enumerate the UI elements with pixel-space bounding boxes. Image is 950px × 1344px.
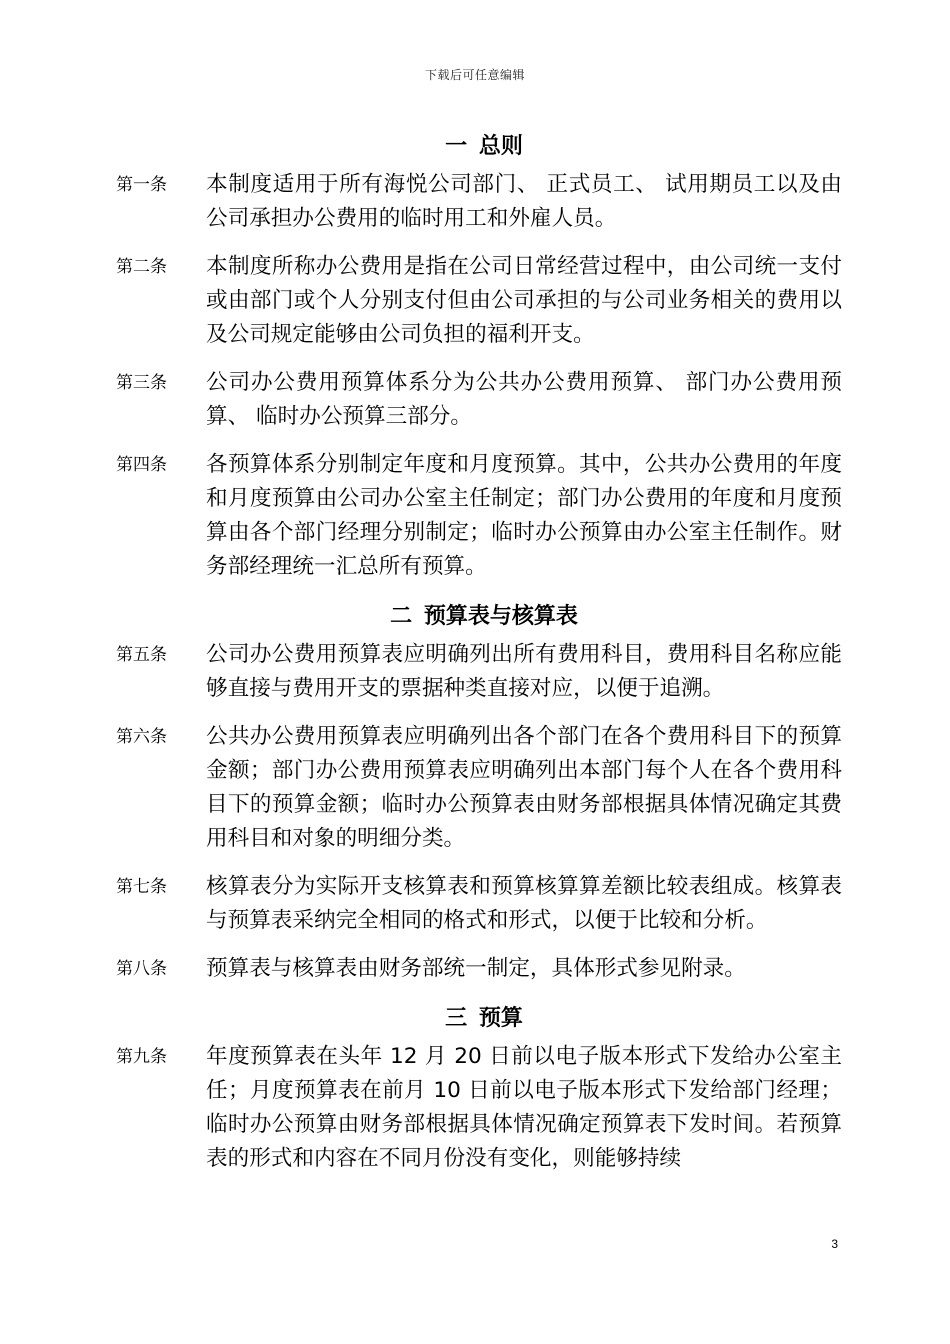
article-number: 第五条 xyxy=(116,645,167,665)
article-number: 第七条 xyxy=(116,877,167,897)
section-budget xyxy=(116,1000,842,1176)
section-budget-tables xyxy=(116,598,842,986)
article-text: 公司办公费用预算表应明确列出所有费用科目，费用科目名称应能够直接与费用开支的票据种类直接对应，以便于追溯。 xyxy=(206,642,842,701)
section-title: 三 预算 xyxy=(445,1006,523,1031)
article xyxy=(116,448,842,584)
document-body xyxy=(116,128,842,1190)
article-text: 本制度所称办公费用是指在公司日常经营过程中，由公司统一支付或由部门或个人分别支付但由公司承担的与公司业务相关的费用以及公司规定能够由公司负担的福利开支。 xyxy=(206,254,842,347)
article-text: 各预算体系分别制定年度和月度预算。其中，公共办公费用的年度和月度预算由公司办公室主任制定；部门办公费用的年度和月度预算由各个部门经理分别制定；临时办公预算由办公室主任制作。财务部经理统一汇总所有预算。 xyxy=(206,452,842,579)
article xyxy=(116,1040,842,1176)
article-number: 第六条 xyxy=(116,727,167,747)
article-number: 第二条 xyxy=(116,257,167,277)
article xyxy=(116,168,842,236)
section-title: 二 预算表与核算表 xyxy=(390,604,578,629)
header-note: 下载后可任意编辑 xyxy=(424,68,525,82)
article xyxy=(116,952,842,986)
article-number: 第八条 xyxy=(116,959,167,979)
article-number: 第一条 xyxy=(116,175,167,195)
article-number: 第四条 xyxy=(116,455,167,475)
article-number: 第九条 xyxy=(116,1047,167,1067)
article-number: 第三条 xyxy=(116,373,167,393)
article xyxy=(116,366,842,434)
article xyxy=(116,250,842,352)
article-text: 公司办公费用预算体系分为公共办公费用预算、 部门办公费用预算、 临时办公预算三部分。 xyxy=(206,370,842,429)
section-general xyxy=(116,128,842,584)
article xyxy=(116,720,842,856)
article-text: 年度预算表在头年 12 月 20 日前以电子版本形式下发给办公室主任；月度预算表在前月 10 日前以电子版本形式下发给部门经理；临时办公预算由财务部根据具体情况确定预算表下发时间。若预算表的形式和内容在不同月份没有变化，则能够持续 xyxy=(206,1044,842,1171)
article-text: 核算表分为实际开支核算表和预算核算算差额比较表组成。核算表与预算表采纳完全相同的格式和形式，以便于比较和分析。 xyxy=(206,874,842,933)
article xyxy=(116,638,842,706)
section-title: 一 总则 xyxy=(445,134,523,159)
article-text: 公共办公费用预算表应明确列出各个部门在各个费用科目下的预算金额；部门办公费用预算表应明确列出本部门每个人在各个费用科目下的预算金额；临时办公预算表由财务部根据具体情况确定其费用科目和对象的明细分类。 xyxy=(206,724,842,851)
page-number: 3 xyxy=(831,1237,838,1251)
article xyxy=(116,870,842,938)
article-text: 预算表与核算表由财务部统一制定，具体形式参见附录。 xyxy=(206,956,746,981)
article-text: 本制度适用于所有海悦公司部门、 正式员工、 试用期员工以及由公司承担办公费用的临时用工和外雇人员。 xyxy=(206,172,842,231)
